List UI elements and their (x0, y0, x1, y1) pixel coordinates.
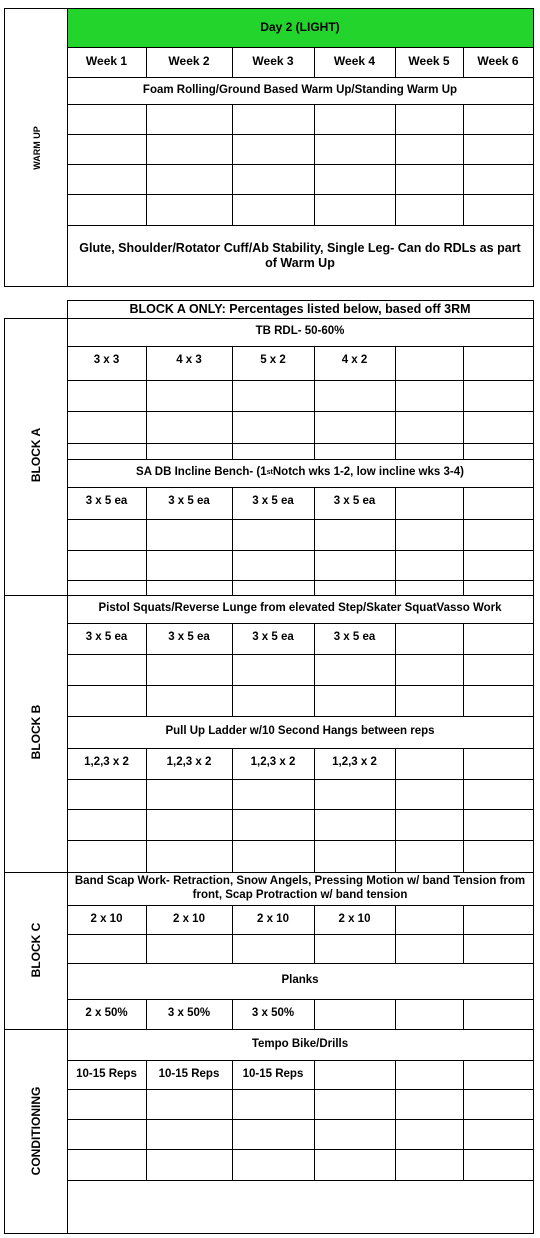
block-b-ex2-set-week-5 (395, 748, 463, 779)
block-b-ex2-set-week-6 (463, 748, 533, 779)
week-header-5: Week 5 (408, 54, 450, 69)
conditioning-ex1-set-week-3: 10-15 Reps (242, 1068, 304, 1080)
block-c-ex2-set-week-6 (463, 999, 533, 1029)
block-a-ex1-set-week-3: 5 x 2 (260, 354, 286, 366)
block-b-ex2-set-week-4: 1,2,3 x 2 (332, 756, 377, 768)
block-b-ex2-title: Pull Up Ladder w/10 Second Hangs between reps (165, 725, 435, 738)
week-header-2: Week 2 (168, 54, 210, 69)
block-c-ex2-set-week-4 (314, 999, 395, 1029)
warmup-title: Foam Rolling/Ground Based Warm Up/Standing Warm Up (142, 83, 458, 96)
conditioning-label: CONDITIONING (29, 1086, 43, 1176)
warmup-note: Glute, Shoulder/Rotator Cuff/Ab Stability, Single Leg- Can do RDLs as part of Warm Up (79, 241, 521, 270)
block-c-ex1-title: Band Scap Work- Retraction, Snow Angels, Pressing Motion w/ band Tension from front, Scap Protraction w/ band tension (74, 875, 526, 901)
day-title: Day 2 (LIGHT) (260, 19, 340, 34)
block-a-ex2-set-week-1: 3 x 5 ea (85, 495, 128, 507)
block-c-ex1-set-week-6 (463, 905, 533, 934)
block-b-ex1-set-week-2: 3 x 5 ea (168, 631, 210, 643)
block-c-ex1-set-week-3: 2 x 10 (257, 913, 289, 925)
block-c-ex2-set-week-1: 2 x 50% (85, 1007, 128, 1019)
block-c-ex2-set-week-3: 3 x 50% (251, 1007, 295, 1019)
block-c-ex1-set-week-2: 2 x 10 (173, 913, 205, 925)
conditioning-ex1-set-week-4 (314, 1060, 395, 1089)
week-header-1: Week 1 (85, 54, 128, 69)
block-c-ex1-set-week-1: 2 x 10 (90, 913, 123, 925)
block-c-label: BLOCK C (29, 922, 43, 978)
conditioning-ex1-set-week-2: 10-15 Reps (158, 1068, 220, 1080)
block-b-ex1-set-week-5 (395, 623, 463, 654)
block-b-label: BLOCK B (29, 704, 43, 760)
block-b-ex2-set-week-3: 1,2,3 x 2 (250, 756, 296, 768)
week-header-6: Week 6 (477, 54, 519, 69)
block-c-ex2-title: Planks (281, 974, 319, 987)
block-a-ex1-set-week-4: 4 x 2 (341, 354, 368, 366)
block-a-ex2-set-week-5 (395, 487, 463, 519)
block-a-ex1-set-week-6 (463, 346, 533, 380)
block-c-ex1-set-week-5 (395, 905, 463, 934)
block-b-ex1-title: Pistol Squats/Reverse Lunge from elevated Step/Skater SquatVasso Work (98, 602, 502, 615)
block-a-ex1-set-week-2: 4 x 3 (176, 354, 202, 366)
block-a-ex1-set-week-5 (395, 346, 463, 380)
block-b-ex1-set-week-4: 3 x 5 ea (333, 631, 376, 643)
block-b-ex1-set-week-1: 3 x 5 ea (85, 631, 128, 643)
warmup-label: WARM UP (32, 126, 42, 170)
block-c-ex2-set-week-5 (395, 999, 463, 1029)
conditioning-ex1-set-week-1: 10-15 Reps (76, 1068, 137, 1080)
conditioning-ex1-title: Tempo Bike/Drills (251, 1037, 349, 1050)
block-a-ex2-set-week-2: 3 x 5 ea (168, 495, 210, 507)
conditioning-ex1-set-week-6 (463, 1060, 533, 1089)
block-a-banner: BLOCK A ONLY: Percentages listed below, based off 3RM (129, 301, 471, 316)
block-a-ex2-title: SA DB Incline Bench- (1 st Notch wks 1-2, low incline wks 3-4) (136, 466, 464, 479)
block-a-ex2-set-week-4: 3 x 5 ea (333, 495, 376, 507)
block-c-ex2-set-week-2: 3 x 50% (167, 1007, 211, 1019)
block-b-ex1-set-week-3: 3 x 5 ea (252, 631, 294, 643)
block-b-ex2-set-week-2: 1,2,3 x 2 (166, 756, 212, 768)
block-a-ex1-title: TB RDL- 50-60% (255, 325, 345, 338)
block-b-ex1-set-week-6 (463, 623, 533, 654)
block-b-ex2-set-week-1: 1,2,3 x 2 (84, 756, 129, 768)
block-a-ex1-set-week-1: 3 x 3 (93, 354, 120, 366)
block-c-ex1-set-week-4: 2 x 10 (338, 913, 371, 925)
conditioning-ex1-set-week-5 (395, 1060, 463, 1089)
block-a-label: BLOCK A (29, 427, 43, 483)
block-a-ex2-set-week-6 (463, 487, 533, 519)
week-header-3: Week 3 (252, 54, 294, 69)
week-header-4: Week 4 (333, 54, 376, 69)
block-a-ex2-set-week-3: 3 x 5 ea (252, 495, 294, 507)
